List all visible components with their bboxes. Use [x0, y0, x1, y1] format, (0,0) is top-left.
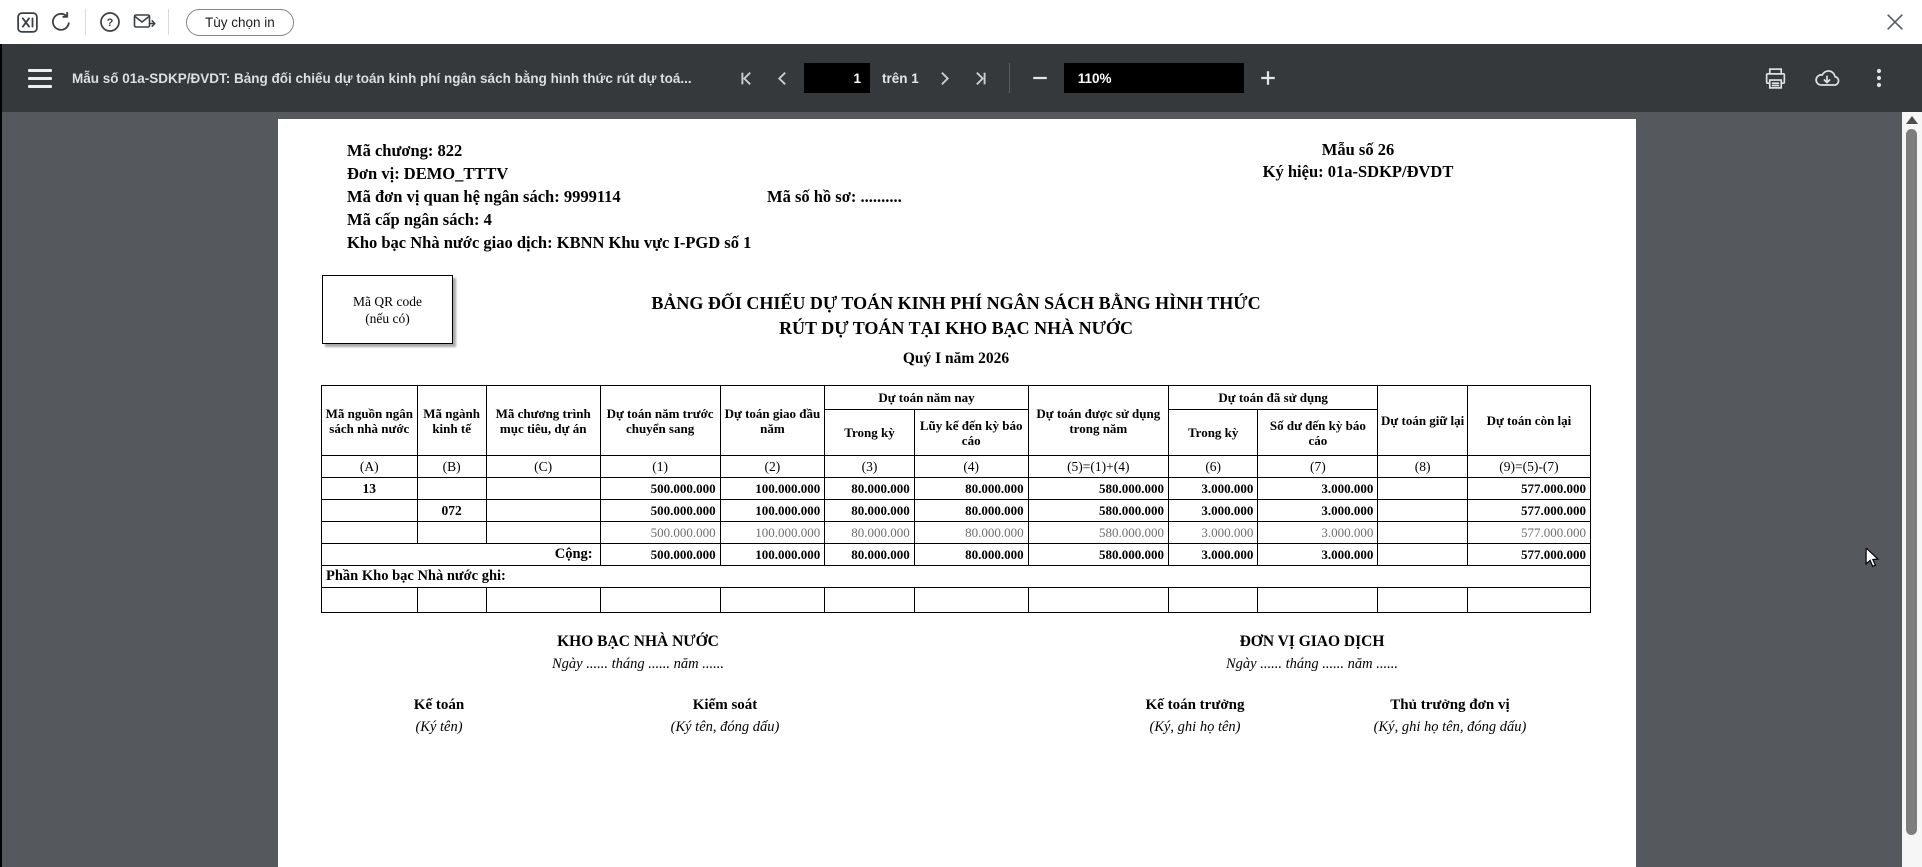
document-title: Mẫu số 01a-SDKP/ĐVDT: Bảng đối chiếu dự toán kinh phí ngân sách bằng hình thức rút dự toá...: [72, 70, 692, 86]
empty-cell: [1378, 588, 1467, 613]
kbnn-note-row: [322, 566, 1591, 588]
highlighted-index-cell: (9)=(5)-(7): [1467, 456, 1590, 478]
first-page-icon: [739, 70, 756, 87]
col-header-7: Số dư đến kỳ báo cáo: [1258, 410, 1378, 456]
cell-value: 580.000.000: [1028, 522, 1168, 544]
data-row: [322, 522, 1591, 544]
download-icon: [1814, 65, 1840, 91]
kbnn-note-label: Phần Kho bạc Nhà nước ghi:: [322, 566, 1591, 588]
cell-ma-nganh: [417, 478, 486, 500]
col-header-a: Mã nguồn ngân sách nhà nước: [322, 386, 418, 456]
total-value: 580.000.000: [1028, 544, 1168, 566]
cell-value: 3.000.000: [1258, 522, 1378, 544]
signature-role-ke-toan: Kế toán (Ký tên): [413, 697, 465, 735]
toolbar-divider: [1009, 63, 1010, 93]
cell-value: 3.000.000: [1258, 500, 1378, 522]
empty-row: [322, 588, 1591, 613]
prev-page-button[interactable]: [765, 70, 800, 87]
data-row: [322, 478, 1591, 500]
svg-text:?: ?: [106, 17, 114, 29]
report-period: Quý I năm 2026: [902, 350, 1010, 367]
cell-value: 80.000.000: [825, 478, 914, 500]
empty-cell: [1028, 588, 1168, 613]
signature-right-block: [1112, 633, 1512, 673]
col-header-5: Dự toán được sử dụng trong năm: [1028, 386, 1168, 456]
cell-value: 3.000.000: [1258, 478, 1378, 500]
meta-ma-cap: Mã cấp ngân sách: 4: [347, 210, 492, 229]
excel-export-icon: [15, 10, 40, 35]
heading-line-2: RÚT DỰ TOÁN TẠI KHO BẠC NHÀ NƯỚC: [779, 318, 1133, 338]
first-page-button[interactable]: [730, 70, 765, 87]
cell-ma-chuong-trinh: [486, 500, 600, 522]
col-header-9: Dự toán còn lại: [1467, 386, 1590, 456]
page-total-label: trên 1: [882, 70, 919, 86]
empty-cell: [914, 588, 1028, 613]
col-header-3: Trong kỳ: [825, 410, 914, 456]
data-row: [322, 500, 1591, 522]
empty-cell: [417, 588, 486, 613]
cell-ma-nganh: 072: [417, 500, 486, 522]
signature-right-title: ĐƠN VỊ GIAO DỊCH: [1239, 633, 1385, 650]
cell-value: 577.000.000: [1467, 478, 1590, 500]
next-page-icon: [936, 70, 953, 87]
cell-value: 100.000.000: [720, 522, 825, 544]
pdf-viewer-toolbar: [0, 44, 1922, 112]
group-header-nam-nay: Dự toán năm nay: [825, 386, 1028, 410]
budget-table: [321, 385, 1591, 613]
signature-left-block: [438, 633, 838, 673]
menu-button[interactable]: [22, 60, 58, 96]
scrollbar-up-arrow-icon[interactable]: [1906, 116, 1918, 124]
total-value: 500.000.000: [600, 544, 720, 566]
total-row: [322, 544, 1591, 566]
top-bar: [0, 0, 1922, 44]
menu-icon: [28, 69, 52, 72]
cell-value: [1378, 500, 1467, 522]
cell-value: 100.000.000: [720, 478, 825, 500]
highlighted-index-cell: (7): [1258, 456, 1378, 478]
col-header-6: Trong kỳ: [1168, 410, 1257, 456]
cell-value: 80.000.000: [825, 500, 914, 522]
toolbar-divider: [168, 9, 169, 35]
form-number: Mẫu số 26: [1321, 140, 1395, 159]
total-value: [1378, 544, 1467, 566]
toolbar-divider: [85, 9, 86, 35]
cell-value: 577.000.000: [1467, 522, 1590, 544]
send-email-icon: [132, 10, 156, 34]
viewer-actions: [1760, 61, 1894, 95]
cell-ma-chuong-trinh: [486, 478, 600, 500]
heading-line-1: BẢNG ĐỐI CHIẾU DỰ TOÁN KINH PHÍ NGÂN SÁCH BẰNG HÌNH THỨC: [651, 293, 1261, 313]
meta-don-vi: Đơn vị: DEMO_TTTV: [347, 164, 509, 183]
cell-value: 577.000.000: [1467, 500, 1590, 522]
index-row: (A) (B) (C) (1) (2) (3) (4) (5)=(1)+(4) (6) (7) (8) (9)=(5)-(7): [322, 456, 1591, 478]
empty-cell: [322, 588, 418, 613]
col-header-4: Lũy kế đến kỳ báo cáo: [914, 410, 1028, 456]
signature-role-thu-truong: Thủ trưởng đơn vị (Ký, ghi họ tên, đóng dấu): [1373, 697, 1527, 735]
cell-value: 80.000.000: [914, 478, 1028, 500]
page-navigation: [730, 63, 1286, 93]
last-page-icon: [971, 70, 988, 87]
qr-code-box: Mã QR code (nếu có): [322, 275, 453, 344]
total-value: 3.000.000: [1168, 544, 1257, 566]
cell-value: 500.000.000: [600, 478, 720, 500]
cell-value: 100.000.000: [720, 500, 825, 522]
pdf-page: [278, 119, 1636, 867]
cell-ma-nganh: [417, 522, 486, 544]
cell-ma-nguon: 13: [322, 478, 418, 500]
pdf-canvas: [0, 112, 1922, 867]
empty-cell: [825, 588, 914, 613]
more-options-button[interactable]: [1864, 61, 1894, 95]
total-value: 80.000.000: [825, 544, 914, 566]
total-value: 80.000.000: [914, 544, 1028, 566]
cell-value: 500.000.000: [600, 500, 720, 522]
meta-kho-bac: Kho bạc Nhà nước giao dịch: KBNN Khu vực I-PGD số 1: [347, 233, 752, 252]
col-header-8: Dự toán giữ lại: [1378, 386, 1467, 456]
scrollbar-thumb[interactable]: [1906, 129, 1917, 835]
zoom-in-icon: [1259, 69, 1277, 87]
cell-value: [1378, 522, 1467, 544]
empty-cell: [1168, 588, 1257, 613]
cell-value: 3.000.000: [1168, 522, 1257, 544]
excel-export-button[interactable]: [10, 5, 44, 39]
print-button[interactable]: [1760, 61, 1790, 95]
total-label: Cộng:: [322, 544, 601, 566]
mouse-cursor: [1864, 548, 1880, 568]
col-header-b: Mã ngành kinh tế: [417, 386, 486, 456]
total-value: 577.000.000: [1467, 544, 1590, 566]
zoom-out-icon: [1031, 69, 1049, 87]
zoom-out-button[interactable]: [1022, 69, 1058, 87]
help-button[interactable]: [93, 5, 127, 39]
form-symbol: Ký hiệu: 01a-SDKP/ĐVDT: [1262, 162, 1454, 181]
signature-left-date: Ngày ...... tháng ...... năm ......: [552, 656, 724, 672]
next-page-button[interactable]: [927, 70, 962, 87]
empty-cell: [600, 588, 720, 613]
document-heading: [321, 291, 1591, 341]
close-icon: [1884, 11, 1906, 33]
signature-role-ke-toan-truong: Kế toán trưởng (Ký, ghi họ tên): [1145, 697, 1245, 735]
refresh-icon: [49, 10, 73, 34]
meta-ma-don-vi: Mã đơn vị quan hệ ngân sách: 9999114: [347, 187, 621, 206]
document-meta: [347, 139, 1247, 254]
cell-value: 580.000.000: [1028, 478, 1168, 500]
send-email-button[interactable]: [127, 5, 161, 39]
page-number-input[interactable]: 1: [804, 63, 870, 93]
close-button[interactable]: [1878, 5, 1912, 39]
meta-ma-so-ho-so: Mã số hồ sơ: ..........: [767, 187, 902, 206]
prev-page-icon: [774, 70, 791, 87]
print-options-label: Tùy chọn in: [205, 14, 275, 30]
col-header-1: Dự toán năm trước chuyển sang: [600, 386, 720, 456]
zoom-level-input[interactable]: 110%: [1064, 63, 1244, 93]
cell-value: 80.000.000: [914, 522, 1028, 544]
signature-left-title: KHO BẠC NHÀ NƯỚC: [557, 633, 719, 650]
col-header-2: Dự toán giao đầu năm: [720, 386, 825, 456]
signature-right-date: Ngày ...... tháng ...... năm ......: [1226, 656, 1398, 672]
empty-cell: [1258, 588, 1378, 613]
refresh-button[interactable]: [44, 5, 78, 39]
group-header-da-su-dung: Dự toán đã sử dụng: [1168, 386, 1377, 410]
zoom-in-button[interactable]: [1250, 69, 1286, 87]
help-icon: [98, 10, 122, 34]
cell-value: 3.000.000: [1168, 500, 1257, 522]
cell-value: 580.000.000: [1028, 500, 1168, 522]
download-button[interactable]: [1812, 61, 1842, 95]
cell-ma-nguon: [322, 522, 418, 544]
last-page-button[interactable]: [962, 70, 997, 87]
cell-value: [1378, 478, 1467, 500]
print-options-button[interactable]: [186, 9, 294, 36]
print-icon: [1763, 66, 1788, 91]
cell-value: 3.000.000: [1168, 478, 1257, 500]
empty-cell: [720, 588, 825, 613]
total-value: 3.000.000: [1258, 544, 1378, 566]
total-value: 100.000.000: [720, 544, 825, 566]
form-number-block: [1234, 139, 1482, 183]
cell-value: 80.000.000: [825, 522, 914, 544]
more-options-icon: [1869, 67, 1889, 89]
empty-cell: [1467, 588, 1590, 613]
vertical-scrollbar: [1902, 112, 1922, 867]
cell-value: 500.000.000: [600, 522, 720, 544]
meta-ma-chuong: Mã chương: 822: [347, 141, 463, 160]
cell-value: 80.000.000: [914, 500, 1028, 522]
cell-ma-nguon: [322, 500, 418, 522]
col-header-c: Mã chương trình mục tiêu, dự án: [486, 386, 600, 456]
empty-cell: [486, 588, 600, 613]
cell-ma-chuong-trinh: [486, 522, 600, 544]
highlighted-index-cell: (5)=(1)+(4): [1028, 456, 1168, 478]
signature-role-kiem-soat: Kiểm soát (Ký tên, đóng dấu): [670, 697, 780, 735]
